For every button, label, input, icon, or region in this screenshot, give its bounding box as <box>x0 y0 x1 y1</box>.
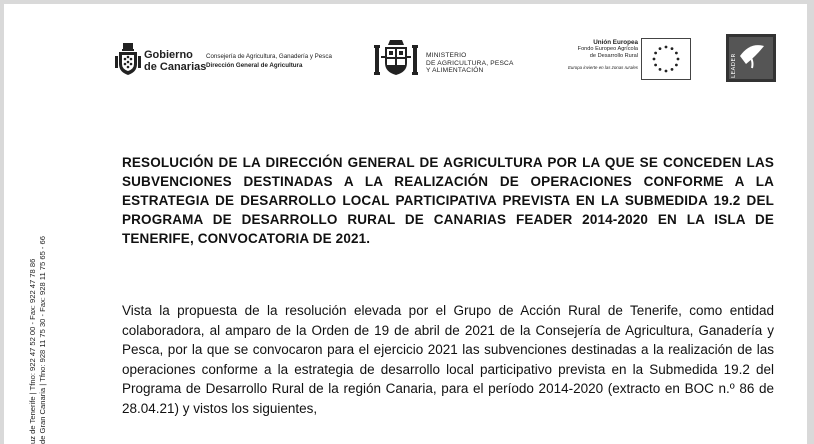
eu-star-icon <box>677 58 680 61</box>
ministerio-name <box>426 52 514 75</box>
eu-star-icon <box>665 46 668 49</box>
eu-feader-block <box>552 39 638 71</box>
side-contact-tenerife: uz de Tenerife | Tfno: 922 47 52 00 - Fax: 922 47 78 86 <box>28 258 37 444</box>
document-title: RESOLUCIÓN DE LA DIRECCIÓN GENERAL DE AGRICULTURA POR LA QUE SE CONCEDEN LAS SUBVENCIONES DESTINADAS A LA REALIZACIÓN DE OPERACIONES CONFORME A LA ESTRATEGIA DE DESARROLLO LOCAL PARTICIPATIVA PREVISTA EN LA SUBMEDIDA 19.2 DEL PROGRAMA DE DESARROLLO RURAL DE CANARIAS FEADER 2014-2020 EN LA ISLA DE TENERIFE, CONVOCATORIA DE 2021. <box>122 155 774 246</box>
gobierno-line1: Gobierno <box>144 49 193 61</box>
consejeria-name: Consejería de Agricultura, Ganadería y Pesca <box>206 53 332 60</box>
gobierno-canarias-crest-icon <box>114 42 142 76</box>
ministerio-line3: Y ALIMENTACIÓN <box>426 67 484 74</box>
ministerio-line2: DE AGRICULTURA, PESCA <box>426 59 514 67</box>
eu-fund-line2: de Desarrollo Rural <box>589 53 638 59</box>
body-paragraph: Vista la propuesta de la resolución elevada por el Grupo de Acción Rural de Tenerife, como entidad colaboradora, al amparo de la Orden de 19 de abril de 2021 de la Consejería de Agricultura, Ganadería y Pesca, por la que se convocaron para el ejercicio 2021 las subvenciones destinadas a la realización de las operaciones conforme a la estrategia de desarrollo local participativo prevista en la Submedida 19.2 del Programa de Desarrollo Rural de la región Canaria, para el período 2014-2020 (extracto en BOC n.º 86 de 28.04.21) y vistos los siguientes, <box>122 303 774 416</box>
eu-flag-icon <box>641 38 691 80</box>
gobierno-canarias-name <box>144 49 206 73</box>
spain-coat-of-arms-icon <box>372 39 420 77</box>
consejeria-block <box>206 53 332 70</box>
eu-star-icon <box>659 47 662 50</box>
eu-star-icon <box>675 52 678 55</box>
eu-star-icon <box>671 47 674 50</box>
letterhead <box>4 4 807 104</box>
eu-star-icon <box>659 68 662 71</box>
leader-logo-icon <box>726 34 776 82</box>
side-contact-info <box>28 236 48 444</box>
eu-slogan: Europa invierte en las zonas rurales <box>567 65 638 70</box>
ministerio-line1: MINISTERIO <box>426 52 467 59</box>
eu-star-icon <box>653 58 656 61</box>
eu-star-icon <box>671 68 674 71</box>
eu-star-icon <box>675 64 678 67</box>
eu-union-label: Unión Europea <box>593 39 638 46</box>
direccion-general-name: Dirección General de Agricultura <box>206 61 303 69</box>
eu-star-icon <box>654 52 657 55</box>
document-page <box>4 4 807 444</box>
side-contact-gran-canaria: de Gran Canaria | Tfno: 928 11 75 30 - Fax: 928 11 75 65 - 66 <box>38 236 47 444</box>
eu-star-icon <box>654 64 657 67</box>
svg-text:LEADER: LEADER <box>731 53 737 78</box>
eu-fund-line1: Fondo Europeo Agrícola <box>577 46 638 52</box>
gobierno-line2: de Canarias <box>144 61 207 73</box>
eu-star-icon <box>665 70 668 73</box>
